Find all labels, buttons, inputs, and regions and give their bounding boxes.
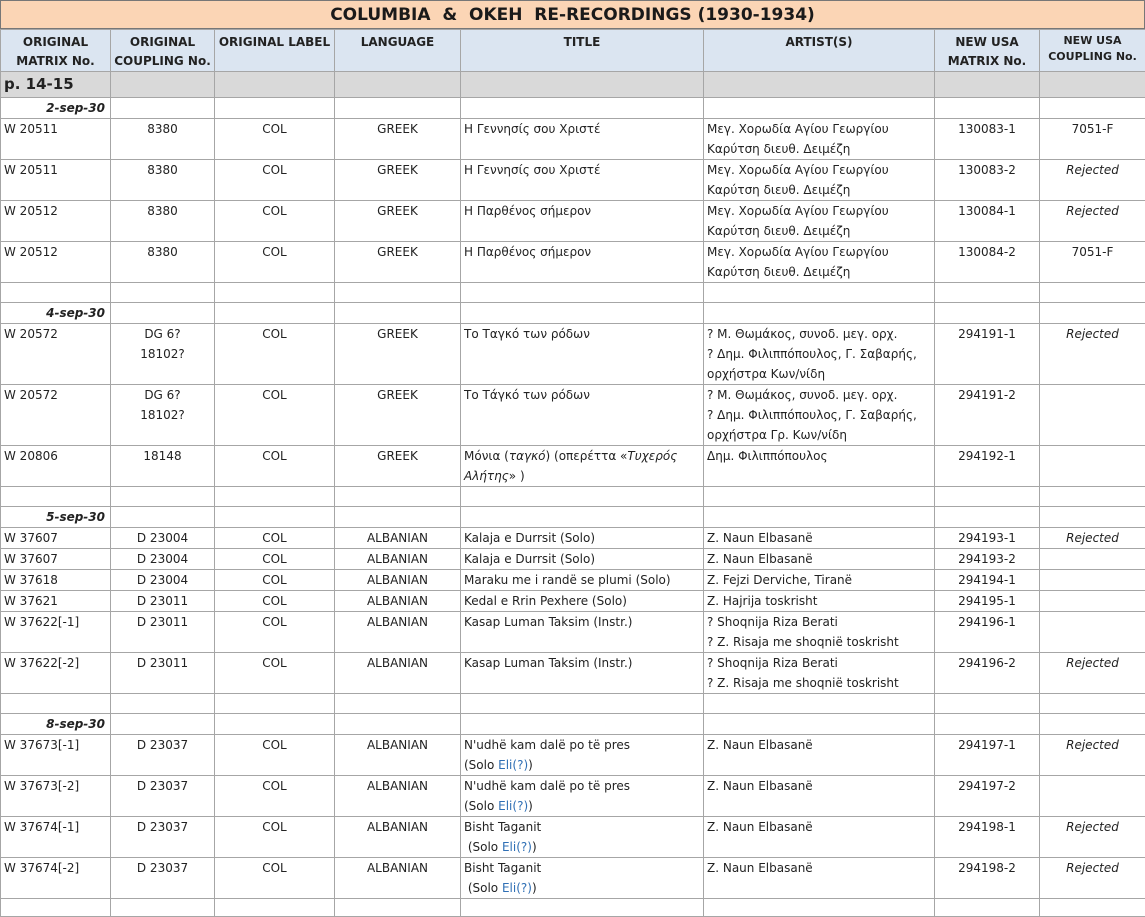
title-cell: Η Παρθένος σήμερον: [461, 201, 704, 242]
table-row: [1, 549, 1145, 570]
usa-matrix-cell: 294198-2: [935, 858, 1040, 899]
header-title: TITLE: [461, 30, 704, 72]
title-cell: Το Τάγκό των ρόδων: [461, 385, 704, 446]
matrix-cell: W 20511: [1, 119, 111, 160]
usa-matrix-cell: 294194-1: [935, 570, 1040, 591]
language-cell: GREEK: [335, 242, 461, 283]
matrix-cell: W 37673[-2]: [1, 776, 111, 817]
label-cell: COL: [215, 160, 335, 201]
matrix-cell: W 20511: [1, 160, 111, 201]
usa-coupling-cell: Rejected: [1040, 735, 1145, 776]
usa-matrix-cell: 294197-2: [935, 776, 1040, 817]
usa-matrix-cell: 294192-1: [935, 446, 1040, 487]
table-row: [1, 653, 1145, 694]
language-cell: GREEK: [335, 324, 461, 385]
usa-coupling-cell: [1040, 446, 1145, 487]
title-cell: Bisht Taganit (Solo Eli(?)): [461, 858, 704, 899]
table-row: [1, 119, 1145, 160]
usa-coupling-cell: [1040, 385, 1145, 446]
language-cell: ALBANIAN: [335, 776, 461, 817]
usa-matrix-cell: 294193-1: [935, 528, 1040, 549]
usa-coupling-cell: Rejected: [1040, 817, 1145, 858]
recordings-table: [0, 29, 1145, 917]
table-row: [1, 612, 1145, 653]
header-row: [1, 30, 1145, 72]
coupling-cell: D 23037: [111, 858, 215, 899]
matrix-cell: W 37622[-2]: [1, 653, 111, 694]
coupling-cell: 18148: [111, 446, 215, 487]
label-cell: COL: [215, 776, 335, 817]
header-new-usa-coupling: NEW USA COUPLING No.: [1040, 30, 1145, 72]
coupling-cell: D 23004: [111, 570, 215, 591]
usa-coupling-cell: Rejected: [1040, 324, 1145, 385]
session-date: 2-sep-30: [1, 98, 111, 119]
matrix-cell: W 20572: [1, 324, 111, 385]
label-cell: COL: [215, 653, 335, 694]
coupling-cell: 8380: [111, 201, 215, 242]
coupling-cell: D 23004: [111, 549, 215, 570]
coupling-cell: DG 6? 18102?: [111, 385, 215, 446]
title-cell: Kasap Luman Taksim (Instr.): [461, 653, 704, 694]
label-cell: COL: [215, 612, 335, 653]
artist-cell: ? Shoqnija Riza Berati ? Z. Risaja me shoqnië toskrisht: [704, 612, 935, 653]
matrix-cell: W 37607: [1, 549, 111, 570]
usa-coupling-cell: Rejected: [1040, 858, 1145, 899]
usa-coupling-cell: Rejected: [1040, 528, 1145, 549]
language-cell: GREEK: [335, 160, 461, 201]
label-cell: COL: [215, 446, 335, 487]
coupling-cell: D 23037: [111, 735, 215, 776]
usa-matrix-cell: 130084-1: [935, 201, 1040, 242]
table-row: [1, 528, 1145, 549]
title-cell: Kasap Luman Taksim (Instr.): [461, 612, 704, 653]
spacer-row: [1, 899, 1145, 917]
usa-matrix-cell: 294197-1: [935, 735, 1040, 776]
usa-matrix-cell: 294191-1: [935, 324, 1040, 385]
artist-cell: Z. Hajrija toskrisht: [704, 591, 935, 612]
coupling-cell: D 23037: [111, 776, 215, 817]
artist-cell: Z. Naun Elbasanë: [704, 528, 935, 549]
page-reference: p. 14-15: [1, 72, 111, 98]
matrix-cell: W 20572: [1, 385, 111, 446]
table-row: [1, 570, 1145, 591]
artist-cell: Z. Naun Elbasanë: [704, 549, 935, 570]
title-cell: Η Παρθένος σήμερον: [461, 242, 704, 283]
artist-cell: Z. Naun Elbasanë: [704, 776, 935, 817]
header-original-label: ORIGINAL LABEL: [215, 30, 335, 72]
artist-cell: ? Μ. Θωμάκος, συνοδ. μεγ. ορχ. ? Δημ. Φιλιππόπουλος, Γ. Σαβαρής, ορχήστρα Γρ. Κων/νίδη: [704, 385, 935, 446]
usa-matrix-cell: 294196-2: [935, 653, 1040, 694]
coupling-cell: D 23037: [111, 817, 215, 858]
usa-coupling-cell: [1040, 570, 1145, 591]
table-row: [1, 776, 1145, 817]
spacer-row: [1, 487, 1145, 507]
header-language: LANGUAGE: [335, 30, 461, 72]
matrix-cell: W 37607: [1, 528, 111, 549]
label-cell: COL: [215, 528, 335, 549]
language-cell: ALBANIAN: [335, 612, 461, 653]
usa-coupling-cell: Rejected: [1040, 160, 1145, 201]
session-date: 8-sep-30: [1, 714, 111, 735]
coupling-cell: 8380: [111, 119, 215, 160]
artist-cell: Z. Naun Elbasanë: [704, 817, 935, 858]
artist-cell: Μεγ. Χορωδία Αγίου Γεωργίου Καρύτση διευθ. Δειμέζη: [704, 160, 935, 201]
matrix-cell: W 37622[-1]: [1, 612, 111, 653]
language-cell: ALBANIAN: [335, 735, 461, 776]
artist-cell: Z. Naun Elbasanë: [704, 735, 935, 776]
artist-cell: Μεγ. Χορωδία Αγίου Γεωργίου Καρύτση διευθ. Δειμέζη: [704, 201, 935, 242]
matrix-cell: W 37673[-1]: [1, 735, 111, 776]
table-row: [1, 858, 1145, 899]
coupling-cell: 8380: [111, 242, 215, 283]
coupling-cell: DG 6? 18102?: [111, 324, 215, 385]
title-cell: Η Γεννησίς σου Χριστέ: [461, 119, 704, 160]
matrix-cell: W 37621: [1, 591, 111, 612]
usa-coupling-cell: [1040, 591, 1145, 612]
sheet-title: COLUMBIA & OKEH RE-RECORDINGS (1930-1934): [0, 0, 1145, 29]
table-row: [1, 324, 1145, 385]
matrix-cell: W 20512: [1, 242, 111, 283]
table-row: [1, 201, 1145, 242]
language-cell: GREEK: [335, 201, 461, 242]
artist-cell: Δημ. Φιλιππόπουλος: [704, 446, 935, 487]
title-cell: Η Γεννησίς σου Χριστέ: [461, 160, 704, 201]
date-row: [1, 303, 1145, 324]
usa-coupling-cell: Rejected: [1040, 653, 1145, 694]
label-cell: COL: [215, 570, 335, 591]
session-date: 4-sep-30: [1, 303, 111, 324]
language-cell: ALBANIAN: [335, 570, 461, 591]
language-cell: ALBANIAN: [335, 591, 461, 612]
matrix-cell: W 37674[-2]: [1, 858, 111, 899]
matrix-cell: W 20512: [1, 201, 111, 242]
table-row: [1, 160, 1145, 201]
page-reference-row: [1, 72, 1145, 98]
label-cell: COL: [215, 735, 335, 776]
language-cell: ALBANIAN: [335, 528, 461, 549]
date-row: [1, 507, 1145, 528]
title-cell: Μόνια (ταγκό) (οπερέττα «Τυχερός Αλήτης» ): [461, 446, 704, 487]
title-cell: N'udhë kam dalë po të pres (Solo Eli(?)): [461, 776, 704, 817]
title-cell: Bisht Taganit (Solo Eli(?)): [461, 817, 704, 858]
usa-coupling-cell: [1040, 776, 1145, 817]
table-row: [1, 817, 1145, 858]
label-cell: COL: [215, 242, 335, 283]
usa-coupling-cell: 7051-F: [1040, 242, 1145, 283]
coupling-cell: D 23011: [111, 591, 215, 612]
usa-coupling-cell: Rejected: [1040, 201, 1145, 242]
language-cell: ALBANIAN: [335, 817, 461, 858]
label-cell: COL: [215, 817, 335, 858]
artist-cell: Z. Fejzi Derviche, Tiranë: [704, 570, 935, 591]
coupling-cell: D 23004: [111, 528, 215, 549]
usa-matrix-cell: 294198-1: [935, 817, 1040, 858]
title-cell: Kedal e Rrin Pexhere (Solo): [461, 591, 704, 612]
table-row: [1, 735, 1145, 776]
usa-matrix-cell: 294193-2: [935, 549, 1040, 570]
language-cell: GREEK: [335, 119, 461, 160]
language-cell: ALBANIAN: [335, 549, 461, 570]
table-row: [1, 591, 1145, 612]
label-cell: COL: [215, 549, 335, 570]
session-date: 5-sep-30: [1, 507, 111, 528]
matrix-cell: W 37674[-1]: [1, 817, 111, 858]
usa-coupling-cell: 7051-F: [1040, 119, 1145, 160]
matrix-cell: W 37618: [1, 570, 111, 591]
header-artists: ARTIST(S): [704, 30, 935, 72]
date-row: [1, 98, 1145, 119]
table-row: [1, 385, 1145, 446]
artist-cell: ? Μ. Θωμάκος, συνοδ. μεγ. ορχ. ? Δημ. Φιλιππόπουλος, Γ. Σαβαρής, ορχήστρα Κων/νίδη: [704, 324, 935, 385]
usa-matrix-cell: 130083-2: [935, 160, 1040, 201]
title-cell: Kalaja e Durrsit (Solo): [461, 549, 704, 570]
language-cell: ALBANIAN: [335, 653, 461, 694]
matrix-cell: W 20806: [1, 446, 111, 487]
header-original-matrix: ORIGINAL MATRIX No.: [1, 30, 111, 72]
spacer-row: [1, 694, 1145, 714]
table-row: [1, 242, 1145, 283]
label-cell: COL: [215, 858, 335, 899]
usa-coupling-cell: [1040, 612, 1145, 653]
date-row: [1, 714, 1145, 735]
label-cell: COL: [215, 324, 335, 385]
usa-matrix-cell: 130084-2: [935, 242, 1040, 283]
coupling-cell: 8380: [111, 160, 215, 201]
language-cell: GREEK: [335, 385, 461, 446]
artist-cell: Z. Naun Elbasanë: [704, 858, 935, 899]
usa-matrix-cell: 130083-1: [935, 119, 1040, 160]
title-cell: Maraku me i randë se plumi (Solo): [461, 570, 704, 591]
title-cell: Το Ταγκό των ρόδων: [461, 324, 704, 385]
usa-matrix-cell: 294191-2: [935, 385, 1040, 446]
label-cell: COL: [215, 119, 335, 160]
coupling-cell: D 23011: [111, 653, 215, 694]
label-cell: COL: [215, 591, 335, 612]
header-new-usa-matrix: NEW USA MATRIX No.: [935, 30, 1040, 72]
language-cell: ALBANIAN: [335, 858, 461, 899]
language-cell: GREEK: [335, 446, 461, 487]
title-cell: Kalaja e Durrsit (Solo): [461, 528, 704, 549]
coupling-cell: D 23011: [111, 612, 215, 653]
title-cell: N'udhë kam dalë po të pres (Solo Eli(?)): [461, 735, 704, 776]
label-cell: COL: [215, 385, 335, 446]
artist-cell: ? Shoqnija Riza Berati ? Z. Risaja me shoqnië toskrisht: [704, 653, 935, 694]
usa-matrix-cell: 294196-1: [935, 612, 1040, 653]
spacer-row: [1, 283, 1145, 303]
table-row: [1, 446, 1145, 487]
label-cell: COL: [215, 201, 335, 242]
usa-coupling-cell: [1040, 549, 1145, 570]
artist-cell: Μεγ. Χορωδία Αγίου Γεωργίου Καρύτση διευθ. Δειμέζη: [704, 242, 935, 283]
header-original-coupling: ORIGINAL COUPLING No.: [111, 30, 215, 72]
usa-matrix-cell: 294195-1: [935, 591, 1040, 612]
artist-cell: Μεγ. Χορωδία Αγίου Γεωργίου Καρύτση διευθ. Δειμέζη: [704, 119, 935, 160]
